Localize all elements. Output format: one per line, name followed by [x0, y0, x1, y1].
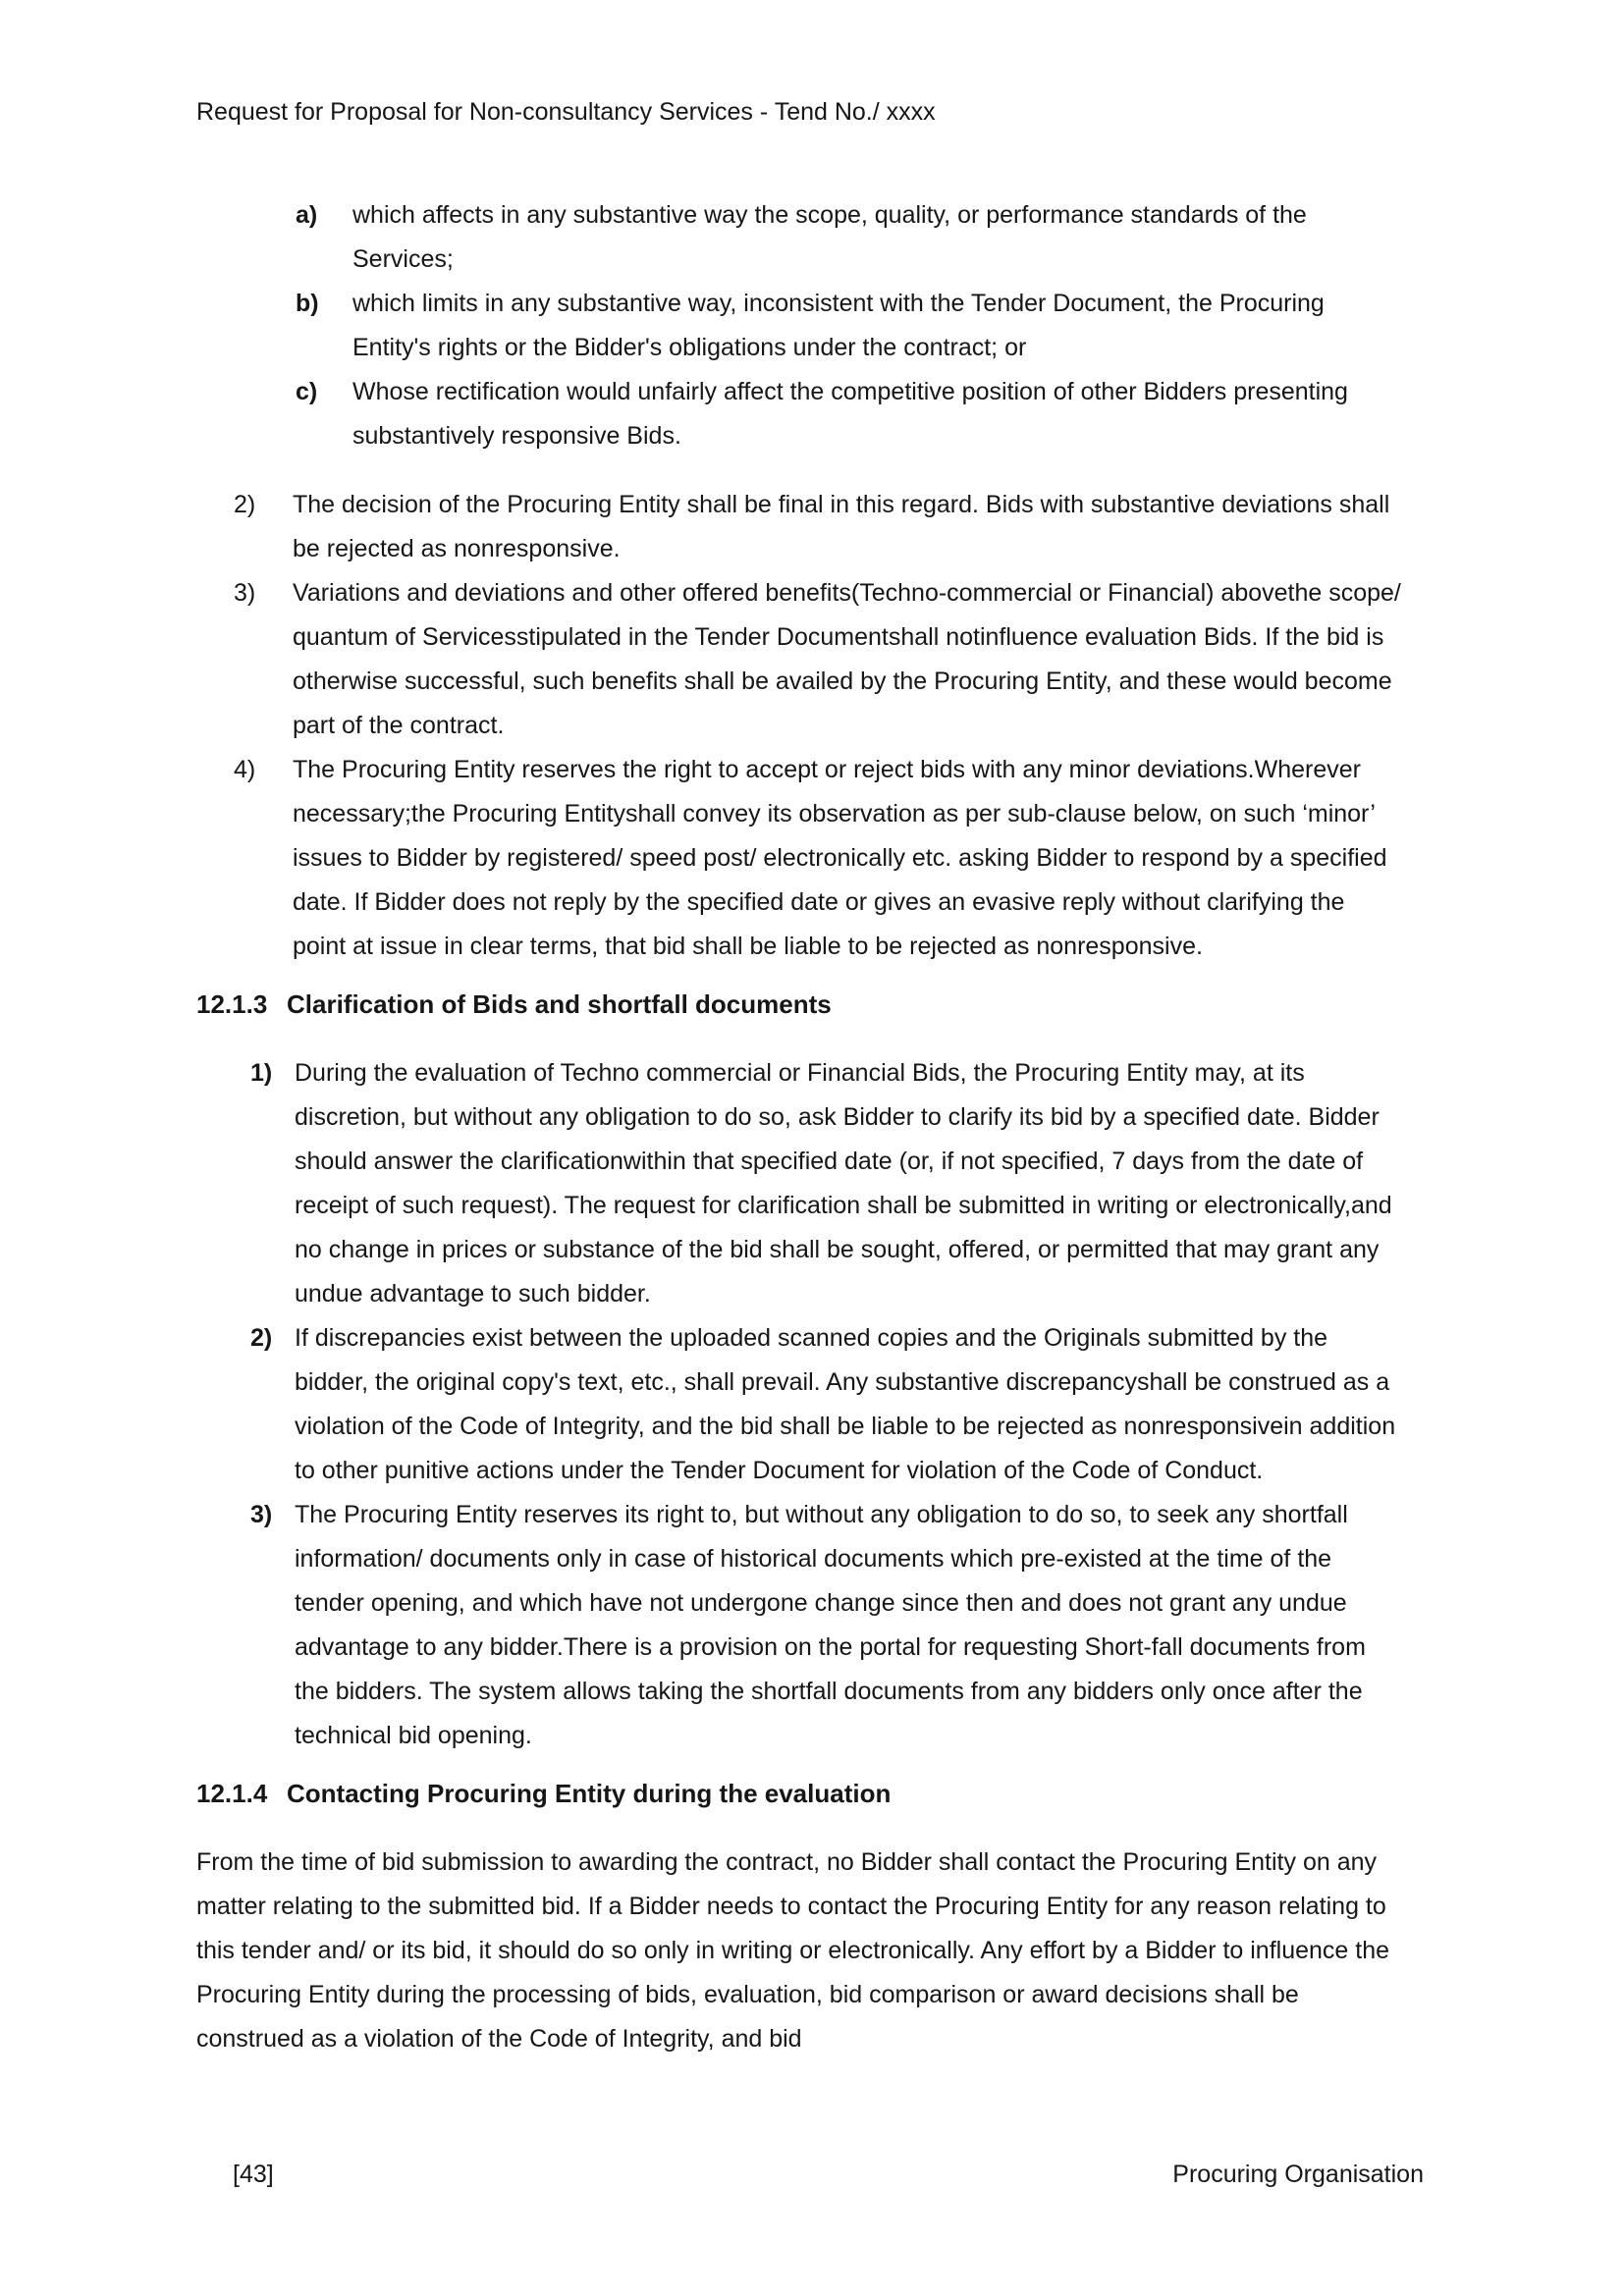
list-item-text: The decision of the Procuring Entity shall be final in this regard. Bids with substantive deviations shall be rejected as nonresponsive. — [293, 491, 1390, 562]
footer-page-number: [43] — [233, 2161, 274, 2188]
list-item-marker: 2) — [250, 1324, 273, 1352]
list-item — [296, 370, 1404, 458]
page-header: Request for Proposal for Non-consultancy Services - Tend No./ xxxx — [196, 98, 936, 126]
list-item-marker: 4) — [234, 756, 256, 783]
list-item-text: The Procuring Entity reserves its right to, but without any obligation to do so, to seek any shortfall information/ documents only in case of historical documents which pre-existed at the time of the tender opening, and which have not undergone change since then and does not grant any undue advantage to any bidder.There is a provision on the portal for requesting Short-fall documents from the bidders. The system allows taking the shortfall documents from any bidders only once after the technical bid opening. — [295, 1501, 1366, 1749]
list-item-marker: 1) — [250, 1059, 273, 1087]
section-title: Clarification of Bids and shortfall documents — [287, 989, 832, 1019]
section-title: Contacting Procuring Entity during the evaluation — [287, 1779, 892, 1808]
section-number: 12.1.3 — [196, 989, 268, 1019]
list-item-text: Whose rectification would unfairly affect the competitive position of other Bidders presenting substantively responsive Bids. — [352, 378, 1348, 450]
list-item-text: which affects in any substantive way the scope, quality, or performance standards of the Services; — [352, 201, 1307, 273]
list-item-marker: a) — [296, 201, 318, 229]
list-item — [296, 193, 1404, 282]
list-item-text: The Procuring Entity reserves the right to accept or reject bids with any minor deviations.Wherever necessary;the Procuring Entityshall convey its observation as per sub-clause below, on such ‘minor’ issues to Bidder by registered/ speed post/ electronically etc. asking Bidder to respond by a specified date. If Bidder does not reply by the specified date or gives an evasive reply without clarifying the point at issue in clear terms, that bid shall be liable to be rejected as nonresponsive. — [293, 756, 1387, 960]
list-item — [234, 748, 1404, 969]
list-item-text: During the evaluation of Techno commercial or Financial Bids, the Procuring Entity may, at its discretion, but without any obligation to do so, ask Bidder to clarify its bid by a specified date. Bidder should answer the clarificationwithin that specified date (or, if not specified, 7 days from the date of receipt of such request). The request for clarification shall be submitted in writing or electronically,and no change in prices or substance of the bid shall be sought, offered, or permitted that may grant any undue advantage to such bidder. — [295, 1059, 1392, 1308]
list-item — [250, 1493, 1404, 1758]
list-item-text: which limits in any substantive way, inconsistent with the Tender Document, the Procuring Entity's rights or the Bidder's obligations under the contract; or — [352, 290, 1325, 361]
list-item-marker: c) — [296, 378, 318, 405]
section-heading-1214 — [196, 1772, 1404, 1816]
section-heading-1213 — [196, 983, 1404, 1027]
footer-organisation: Procuring Organisation — [1172, 2161, 1424, 2188]
list-item-marker: 3) — [234, 579, 256, 607]
section-paragraph: From the time of bid submission to awarding the contract, no Bidder shall contact the Procuring Entity on any matter relating to the submitted bid. If a Bidder needs to contact the Procuring Entity for any reason relating to this tender and/ or its bid, it should do so only in writing or electronically. Any effort by a Bidder to influence the Procuring Entity during the processing of bids, evaluation, bid comparison or award decisions shall be construed as a violation of the Code of Integrity, and bid — [196, 1848, 1390, 2053]
list-item-marker: b) — [296, 290, 319, 317]
list-item-marker: 3) — [250, 1501, 273, 1528]
section-number: 12.1.4 — [196, 1779, 268, 1808]
list-item-text: If discrepancies exist between the uploaded scanned copies and the Originals submitted by the bidder, the original copy's text, etc., shall prevail. Any substantive discrepancyshall be construed as a violation of the Code of Integrity, and the bid shall be liable to be rejected as nonresponsivein addition to other punitive actions under the Tender Document for violation of the Code of Conduct. — [295, 1324, 1396, 1484]
list-item — [234, 571, 1404, 748]
list-item — [234, 483, 1404, 571]
list-item-marker: 2) — [234, 491, 256, 518]
list-item — [296, 282, 1404, 370]
list-item — [250, 1051, 1404, 1316]
list-item — [250, 1316, 1404, 1493]
list-item-text: Variations and deviations and other offered benefits(Techno-commercial or Financial) abovethe scope/ quantum of Servicesstipulated in the Tender Documentshall notinfluence evaluation Bids. If the bid is otherwise successful, such benefits shall be availed by the Procuring Entity, and these would become part of the contract. — [293, 579, 1401, 739]
document-body — [196, 193, 1404, 2061]
